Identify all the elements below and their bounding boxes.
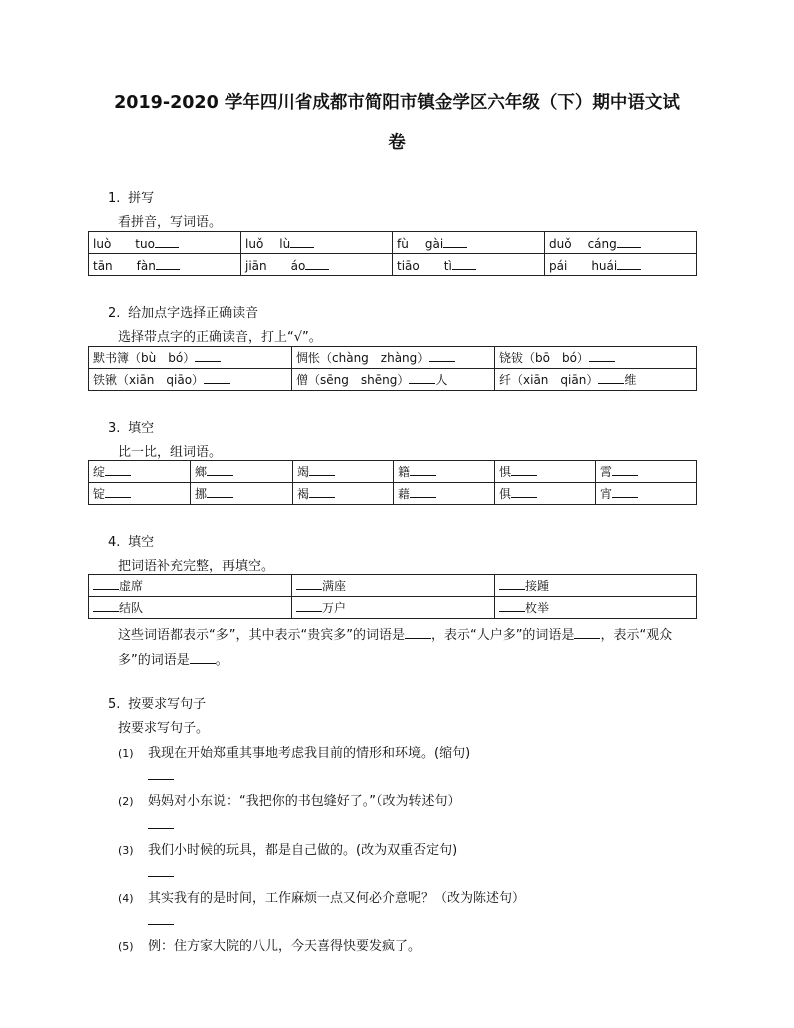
fill-paragraph: 这些词语都表示“多”，其中表示“贵宾多”的词语是 ，表示“人户多”的词语是 ，表示“观众: [118, 628, 673, 643]
question-title: 拼写: [128, 191, 155, 206]
sentence-item: (2) 妈妈对小东说：“我把你的书包缝好了。”（改为转述句）: [118, 794, 461, 809]
char-cell: 藉: [394, 483, 495, 505]
char-cell: 霄: [596, 461, 697, 483]
page-title: 2019-2020 学年四川省成都市简阳市镇金学区六年级（下）期中语文试: [114, 93, 680, 113]
answer-blank[interactable]: [309, 463, 335, 476]
pinyin-cell: pái huái: [545, 254, 697, 276]
char-cell: 宵: [596, 483, 697, 505]
pronunciation-cell: 纤（xiān qiān） 维: [495, 369, 697, 391]
answer-blank[interactable]: [290, 235, 314, 248]
question-number: 5.: [108, 697, 121, 712]
question-title: 填空: [128, 421, 155, 436]
question-1-heading: [108, 187, 154, 206]
pinyin-cell: duǒ cáng: [545, 232, 697, 254]
answer-blank[interactable]: [93, 599, 119, 612]
idiom-cell: 虚席: [89, 575, 292, 597]
answer-line[interactable]: [148, 778, 174, 780]
answer-blank[interactable]: [207, 485, 233, 498]
answer-blank[interactable]: [452, 257, 476, 270]
question-1-instruction: 看拼音，写词语。: [118, 215, 223, 230]
answer-blank[interactable]: [204, 371, 230, 384]
char-cell: 竭: [293, 461, 394, 483]
char-cell: 鄉: [191, 461, 293, 483]
question-2-heading: [108, 302, 258, 321]
char-cell: 籍: [394, 461, 495, 483]
answer-line[interactable]: [148, 875, 174, 877]
answer-blank[interactable]: [296, 577, 322, 590]
pronunciation-cell: 默书簿（bù bó）: [89, 347, 292, 369]
pronunciation-cell: 铁锹（xiān qiāo）: [89, 369, 292, 391]
question-5-heading: [108, 693, 206, 712]
sentence-item: (3) 我们小时候的玩具，都是自己做的。(改为双重否定句): [118, 843, 458, 858]
pinyin-cell: tān fàn: [89, 254, 241, 276]
answer-blank[interactable]: [405, 626, 431, 639]
answer-blank[interactable]: [617, 257, 641, 270]
idiom-cell: 满座: [292, 575, 495, 597]
answer-line[interactable]: [148, 923, 174, 925]
page-title-continued: 卷: [388, 133, 406, 153]
question-3-instruction: 比一比，组词语。: [118, 445, 223, 460]
answer-blank[interactable]: [511, 485, 537, 498]
answer-blank[interactable]: [410, 485, 436, 498]
answer-blank[interactable]: [589, 349, 615, 362]
answer-blank[interactable]: [612, 463, 638, 476]
pronunciation-table: [88, 346, 697, 391]
question-4-heading: [108, 531, 154, 550]
answer-blank[interactable]: [190, 651, 216, 664]
pronunciation-cell: 僧（sēng shēng） 人: [292, 369, 495, 391]
question-number: 3.: [108, 421, 121, 436]
answer-blank[interactable]: [305, 257, 329, 270]
answer-blank[interactable]: [429, 349, 455, 362]
idiom-cell: 结队: [89, 597, 292, 619]
pinyin-table: [88, 231, 697, 276]
sentence-item: (5) 例：住方家大院的八儿，今天喜得快要发疯了。: [118, 939, 422, 954]
char-cell: 惧: [495, 461, 596, 483]
answer-blank[interactable]: [410, 463, 436, 476]
pronunciation-cell: 铙钹（bō bó）: [495, 347, 697, 369]
idiom-cell: 接踵: [495, 575, 697, 597]
answer-blank[interactable]: [598, 371, 624, 384]
answer-blank[interactable]: [499, 577, 525, 590]
answer-blank[interactable]: [296, 599, 322, 612]
pronunciation-cell: 惆怅（chàng zhàng）: [292, 347, 495, 369]
pinyin-cell: luǒ lù: [241, 232, 393, 254]
answer-blank[interactable]: [612, 485, 638, 498]
answer-line[interactable]: [148, 827, 174, 829]
question-number: 2.: [108, 306, 121, 321]
question-title: 填空: [128, 535, 155, 550]
idiom-cell: 枚举: [495, 597, 697, 619]
answer-blank[interactable]: [309, 485, 335, 498]
answer-blank[interactable]: [93, 577, 119, 590]
answer-blank[interactable]: [207, 463, 233, 476]
answer-blank[interactable]: [195, 349, 221, 362]
pinyin-cell: jiān áo: [241, 254, 393, 276]
question-5-instruction: 按要求写句子。: [118, 721, 210, 736]
answer-blank[interactable]: [409, 371, 435, 384]
question-number: 4.: [108, 535, 121, 550]
question-3-heading: [108, 417, 154, 436]
sentence-item: (1) 我现在开始郑重其事地考虑我目前的情形和环境。(缩句): [118, 746, 471, 761]
answer-blank[interactable]: [511, 463, 537, 476]
char-cell: 挪: [191, 483, 293, 505]
pinyin-cell: luò tuo: [89, 232, 241, 254]
answer-blank[interactable]: [443, 235, 467, 248]
question-2-instruction: 选择带点字的正确读音，打上“√”。: [118, 330, 322, 345]
sentence-item: (4) 其实我有的是时间，工作麻烦一点又何必介意呢？（改为陈述句）: [118, 891, 526, 906]
char-cell: 绽: [89, 461, 191, 483]
answer-blank[interactable]: [105, 463, 131, 476]
idiom-table: [88, 574, 697, 619]
answer-blank[interactable]: [499, 599, 525, 612]
character-compare-table: [88, 460, 697, 505]
question-title: 按要求写句子: [128, 697, 207, 712]
answer-blank[interactable]: [574, 626, 600, 639]
pinyin-cell: tiāo tì: [393, 254, 545, 276]
char-cell: 褐: [293, 483, 394, 505]
pinyin-cell: fù gài: [393, 232, 545, 254]
answer-blank[interactable]: [156, 257, 180, 270]
answer-blank[interactable]: [617, 235, 641, 248]
answer-blank[interactable]: [105, 485, 131, 498]
answer-blank[interactable]: [155, 235, 179, 248]
fill-paragraph-continued: 多”的词语是 。: [118, 653, 229, 668]
question-number: 1.: [108, 191, 121, 206]
char-cell: 俱: [495, 483, 596, 505]
idiom-cell: 万户: [292, 597, 495, 619]
question-4-instruction: 把词语补充完整，再填空。: [118, 559, 275, 574]
question-title: 给加点字选择正确读音: [128, 306, 259, 321]
char-cell: 锭: [89, 483, 191, 505]
